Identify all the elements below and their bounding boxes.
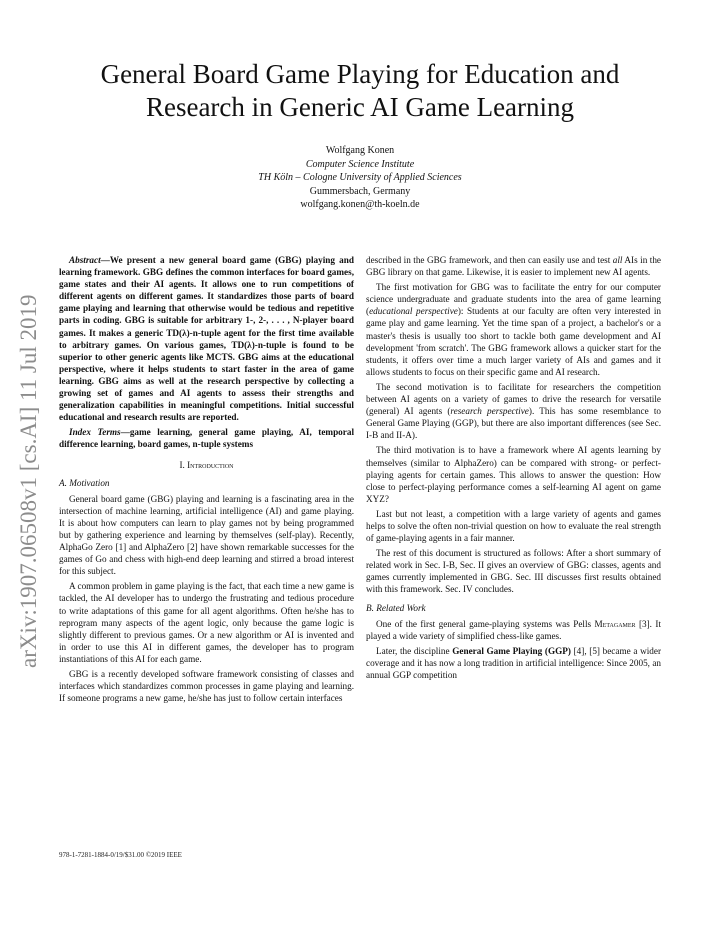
paragraph: The first motivation for GBG was to facilitate the entry for our computer science undergraduate and graduate students into the area of game learning (educational perspective): Students at our faculty are often very interested in game play and game learning. Yet the time span of a project, a bachelor's or a master's thesis is usually too short to tackle both game development and AI development 'from scratch'. The GBG framework allows a quicker start for the students, it offers over time a much larger variety of AIs and games and it allows students to focus on their specific game and AI research. [366,282,661,377]
left-column [59,254,354,707]
author-dept: Computer Science Institute [305,158,415,170]
abstract [59,254,354,451]
paragraph: One of the first general game-playing systems was Pells Metagamer [3]. It played a wide variety of simplified chess-like games. [366,618,661,641]
paragraph: Later, the discipline General Game Playing (GGP) [4], [5] became a wider coverage and it has now a long tradition in artificial intelligence: Since 2005, an annual GGP competition [366,645,661,680]
paragraph: The rest of this document is structured as follows: After a short summary of related work in Sec. I-B, Sec. II gives an overview of GBG: classes, agents and games currently implemented in GBG. Sec. III discusses first results obtained with this framework. Sec. IV concludes. [366,548,661,595]
paragraph: The third motivation is to have a framework where AI agents learning by themselves (similar to AlphaZero) can be compared with strong- or perfect-playing agents for certain games. This allows to answer the question: How close to perfect-playing performance comes a self-learning AI agent on game XYZ? [366,445,661,504]
author-city: Gummersbach, Germany [309,185,411,197]
paper-title [60,58,660,124]
index-terms-label: Index Terms [69,427,121,438]
right-column [366,254,661,684]
section-heading: I. Introduction [179,459,234,470]
subsection-heading: B. Related Work [366,602,426,613]
arxiv-id: arXiv:1907.06508v1 [cs.AI] 11 Jul 2019 [16,294,41,668]
paragraph: General board game (GBG) playing and learning is a fascinating area in the intersection of machine learning, artificial intelligence (AI) and game playing. It is about how computers can learn to play games not by being programmed but by gathering experience and learning by themselves (self-play). Recently, AlphaGo Zero [1] and AlphaZero [2] have shown remarkable successes for the games of Go and chess with high-end deep learning and stirred a broad interest for this subject. [59,493,354,577]
arxiv-watermark [6,250,46,670]
title-line-1: General Board Game Playing for Education and [100,59,620,89]
author-org: TH Köln – Cologne University of Applied Sciences [258,172,462,183]
author-email: wolfgang.konen@th-koeln.de [300,199,420,210]
subsection-heading: A. Motivation [59,477,110,488]
paragraph: described in the GBG framework, and then can easily use and test all AIs in the GBG library on that game. Likewise, it is easier to implement new AI agents. [366,255,661,278]
abstract-label: Abstract [69,255,101,265]
paragraph: The second motivation is to facilitate for researchers the competition between AI agents on a variety of games to drive the research for versatile (general) AI agents (research perspective). This has some resemblance to General Game Playing (GGP), but there are also important differences (see Sec. I-B and II-A). [366,381,661,441]
index-terms-text: —game learning, general game playing, AI, temporal difference learning, board games, n-tuple systems [59,427,354,450]
paragraph: GBG is a recently developed software framework consisting of classes and interfaces which standardizes common processes in game playing and learning. If someone programs a new game, he/she has just to follow certain interfaces [59,669,354,704]
abstract-text: —We present a new general board game (GBG) playing and learning framework. GBG defines the common interfaces for board games, game states and their AI agents. It allows one to run competitions of different agents on different games. It standardizes those parts of board game playing and learning that otherwise would be tedious and repetitive parts in coding. GBG is suitable for arbitrary 1-, 2-, . . . , N-player board games. It makes a generic TD(λ)-n-tuple agent for the first time available to arbitrary games. On various games, TD(λ)-n-tuple is found to be superior to other generic agents like MCTS. GBG aims at the educational perspective, where it helps students to start faster in the area of game learning. GBG aims as well at the research perspective by collecting a growing set of games and AI agents to assess their strengths and generalization capabilities in meaningful competitions. Initial successful educational and research results are reported. [59,255,354,423]
author-name: Wolfgang Konen [325,145,395,156]
title-line-2: Research in Generic AI Game Learning [145,92,575,122]
author-block [160,144,560,212]
paragraph: A common problem in game playing is the fact, that each time a new game is tackled, the AI developer has to undergo the frustrating and tedious procedure to write adaptations of this game for all agent algorithms. Often he/she has to reprogram many aspects of the agent logic, only because the game logic is slightly different to previous games. Or a new algorithm or AI is invented and in order to use this AI in different games, the developer has to program instantiations of this AI for each game. [59,581,354,664]
copyright-footer: 978-1-7281-1884-0/19/$31.00 ©2019 IEEE [59,851,182,859]
paragraph: Last but not least, a competition with a large variety of agents and games helps to solve the often non-trivial question on how to evaluate the real strength of game-playing agents in a fair manner. [366,508,661,544]
